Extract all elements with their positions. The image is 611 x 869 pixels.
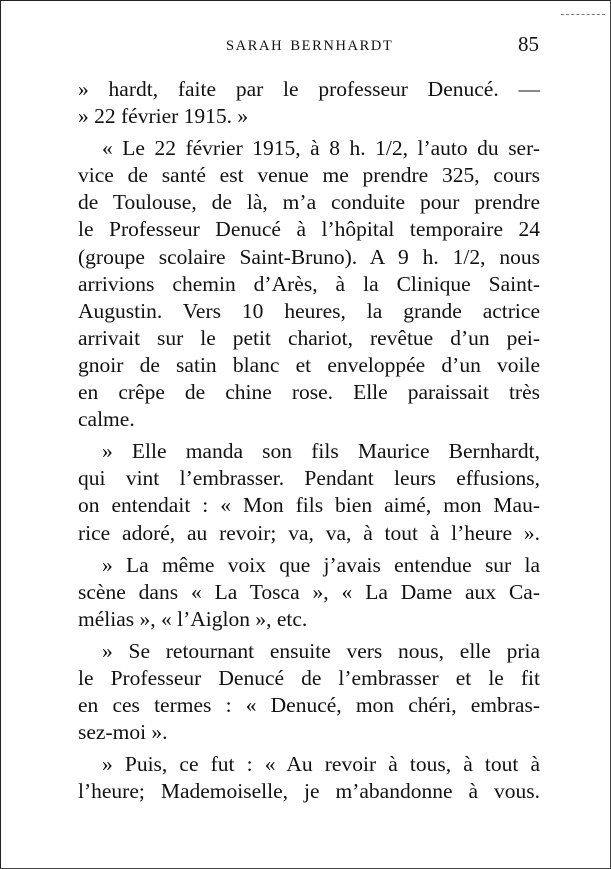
text-line: on entendait : « Mon fils bien aimé, mon Mau-	[78, 493, 540, 518]
text-line: le Professeur Denucé de l’embrasser et le fit	[78, 665, 540, 690]
text-line: en crêpe de chine rose. Elle paraissait très	[78, 380, 540, 405]
text-line: » Puis, ce fut : « Au revoir à tous, à tout à	[102, 752, 540, 777]
paragraph	[78, 751, 540, 805]
text-line: de Toulouse, de là, m’a conduite pour prendre	[78, 190, 540, 215]
page-header	[0, 30, 611, 60]
text-line: Augustin. Vers 10 heures, la grande actrice	[78, 298, 540, 323]
paragraph	[78, 135, 540, 433]
paragraph	[78, 638, 540, 746]
body-text	[78, 76, 540, 805]
text-line: arrivait sur le petit chariot, revêtue d’un pei-	[78, 325, 540, 350]
text-line: » 22 février 1915. »	[78, 104, 249, 129]
text-line: l’heure; Mademoiselle, je m’abandonne à vous.	[78, 779, 540, 804]
text-line: le Professeur Denucé à l’hôpital temporaire 24	[78, 217, 540, 242]
text-line: rice adoré, au revoir; va, va, à tout à l’heure ».	[78, 520, 540, 545]
text-line: (groupe scolaire Saint-Bruno). A 9 h. 1/2, nous	[78, 244, 540, 269]
text-line: mélias », « l’Aiglon », etc.	[78, 606, 308, 631]
text-line: sez-moi ».	[78, 720, 168, 745]
text-line: calme.	[78, 407, 135, 432]
text-line: » hardt, faite par le professeur Denucé. —	[78, 77, 540, 101]
text-line: » La même voix que j’avais entendue sur la	[102, 552, 540, 577]
text-line: » Elle manda son fils Maurice Bernhardt,	[102, 439, 540, 464]
text-line: gnoir de satin blanc et enveloppée d’un voile	[78, 352, 540, 377]
paragraph	[78, 552, 540, 633]
text-line: » Se retournant ensuite vers nous, elle pria	[102, 638, 540, 663]
text-line: qui vint l’embrasser. Pendant leurs effusions,	[78, 466, 540, 491]
scan-corner-mark	[561, 14, 605, 17]
text-line: en ces termes : « Denucé, mon chéri, embras-	[78, 693, 540, 718]
text-line: arrivions chemin d’Arès, à la Clinique Saint-	[78, 271, 540, 296]
text-line: « Le 22 février 1915, à 8 h. 1/2, l’auto du ser-	[102, 136, 540, 161]
text-line: scène dans « La Tosca », « La Dame aux Ca-	[78, 579, 540, 604]
text-line: vice de santé est venue me prendre 325, cours	[78, 163, 540, 188]
paragraph	[78, 438, 540, 546]
page-number: 85	[518, 32, 539, 56]
paragraph	[78, 76, 540, 130]
running-title: SARAH BERNHARDT	[226, 38, 394, 54]
